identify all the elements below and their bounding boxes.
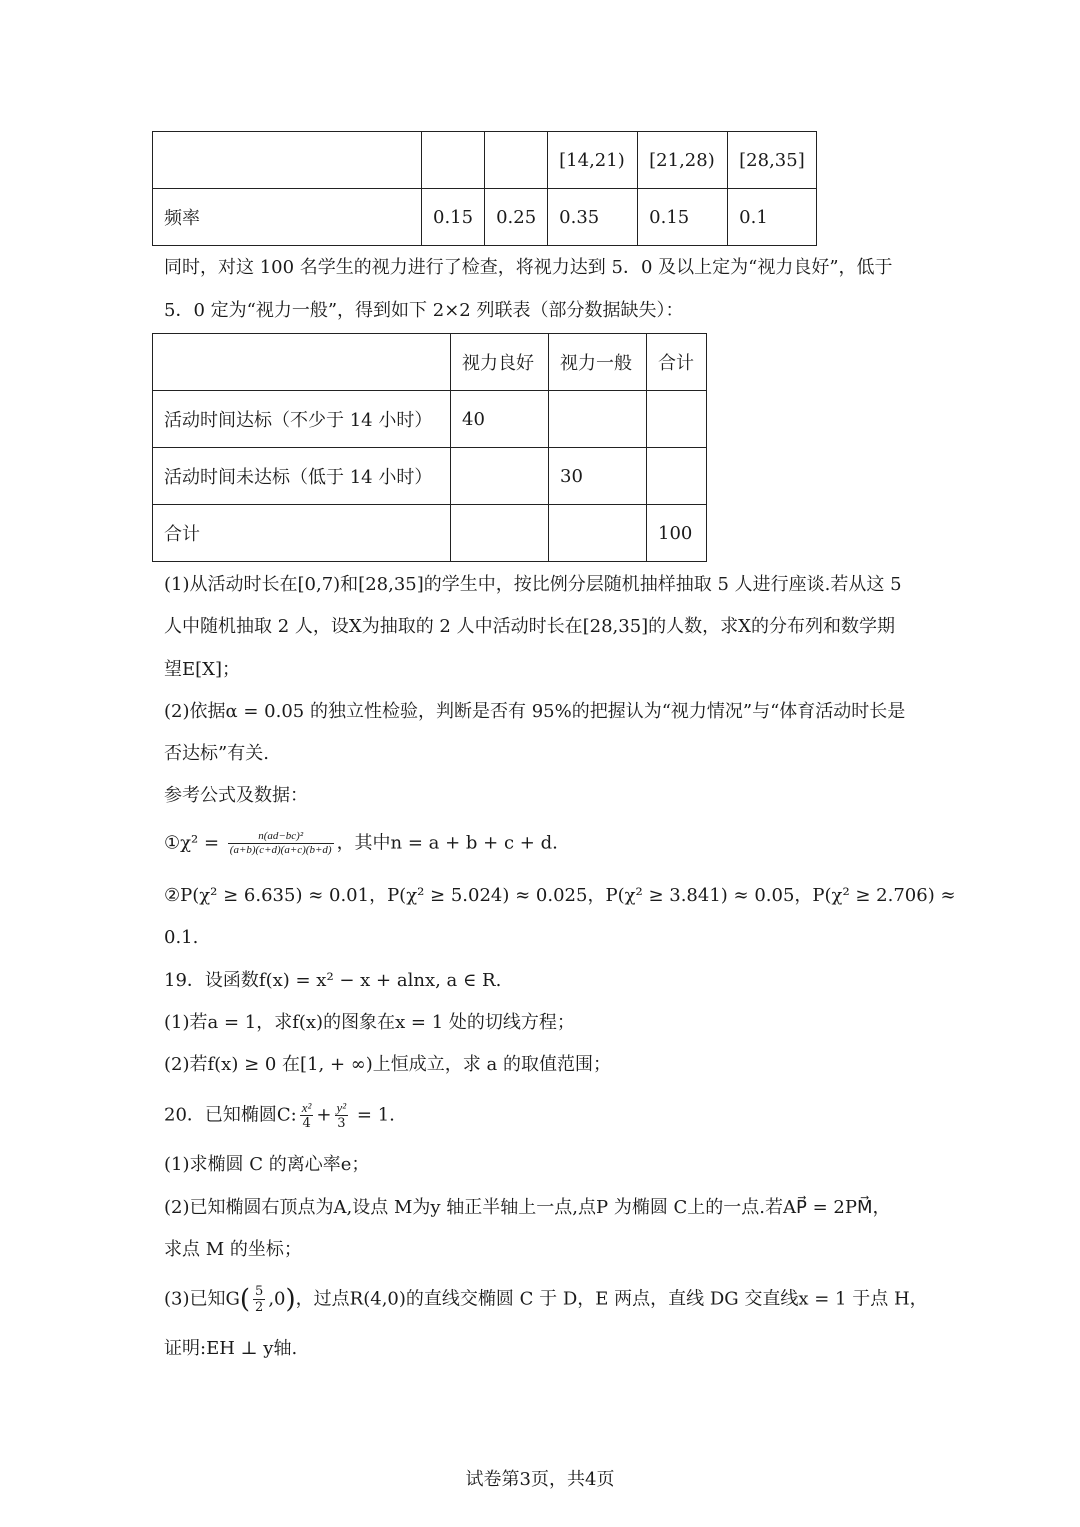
q19-part2: (2)若f(x) ≥ 0 在[1, + ∞)上恒成立，求 a 的取值范围； bbox=[164, 1054, 611, 1075]
frequency-table bbox=[152, 131, 817, 246]
table-cell: 30 bbox=[549, 448, 647, 505]
table-cell: 活动时间达标（不少于 14 小时） bbox=[153, 391, 451, 448]
table-cell bbox=[153, 132, 422, 189]
table-row bbox=[153, 189, 817, 246]
q20-part3-line: 证明:EH ⊥ y轴. bbox=[164, 1338, 298, 1359]
q20-stem bbox=[164, 1100, 395, 1131]
q18-part1-line: 人中随机抽取 2 人，设X为抽取的 2 人中活动时长在[28,35]的人数，求X的分布列和数学期 bbox=[164, 616, 895, 637]
table-row bbox=[153, 391, 707, 448]
table-cell: 0.35 bbox=[548, 189, 638, 246]
g-x-fraction bbox=[253, 1284, 265, 1315]
chi-square-formula bbox=[164, 830, 558, 857]
ellipse-x-denominator: 4 bbox=[302, 1116, 311, 1131]
q20-part1: (1)求椭圆 C 的离心率e； bbox=[164, 1154, 370, 1175]
page-footer: 试卷第3页，共4页 bbox=[465, 1469, 615, 1490]
q20-part3-line bbox=[164, 1284, 928, 1315]
formula-fraction bbox=[228, 830, 334, 857]
formula-denominator: (a+b)(c+d)(a+c)(b+d) bbox=[229, 844, 332, 856]
table-cell: 0.15 bbox=[422, 189, 485, 246]
ellipse-y-denominator: 3 bbox=[337, 1116, 346, 1131]
table-cell: 频率 bbox=[153, 189, 422, 246]
table-cell: 合计 bbox=[647, 334, 707, 391]
table-cell: 视力一般 bbox=[549, 334, 647, 391]
formula-numerator: n(ad−bc)² bbox=[228, 830, 334, 844]
formula-prefix: ①χ² = bbox=[164, 832, 225, 854]
q18-part1-line: (1)从活动时长在[0,7)和[28,35]的学生中，按比例分层随机抽样抽取 5 人进行座谈.若从这 5 bbox=[164, 574, 902, 595]
table-row bbox=[153, 334, 707, 391]
intro-line: 同时，对这 100 名学生的视力进行了检查，将视力达到 5．0 及以上定为“视力良好”，低于 bbox=[164, 257, 893, 278]
table-cell: 合计 bbox=[153, 505, 451, 562]
table-cell bbox=[422, 132, 485, 189]
table-cell: 100 bbox=[647, 505, 707, 562]
ellipse-y-numerator: y² bbox=[336, 1100, 347, 1115]
table-cell bbox=[451, 448, 549, 505]
q18-part1-line: 望E[X]； bbox=[164, 659, 240, 680]
formula-suffix: ，其中n = a + b + c + d. bbox=[336, 832, 558, 854]
table-cell: 40 bbox=[451, 391, 549, 448]
q19-stem: 19．设函数f(x) = x² − x + alnx, a ∈ R. bbox=[164, 970, 502, 991]
g-x-numerator: 5 bbox=[255, 1284, 264, 1299]
q20-part3-prefix: (3)已知G bbox=[164, 1288, 240, 1310]
table-cell: 0.25 bbox=[485, 189, 548, 246]
q20-stem-suffix: = 1. bbox=[351, 1104, 395, 1126]
table-cell: [28,35] bbox=[728, 132, 817, 189]
paren-open: ( bbox=[239, 1284, 251, 1315]
q18-part2-line: (2)依据α = 0.05 的独立性检验，判断是否有 95%的把握认为“视力情况”与“体育活动时长是 bbox=[164, 701, 906, 722]
q20-part2-line: (2)已知椭圆右顶点为A,设点 M为y 轴正半轴上一点,点P 为椭圆 C上的一点.若AP⃗ = 2PM⃗， bbox=[164, 1197, 891, 1218]
plus-sign: + bbox=[316, 1104, 332, 1126]
table-cell bbox=[549, 391, 647, 448]
table-cell: 0.15 bbox=[638, 189, 728, 246]
ellipse-x-term bbox=[300, 1100, 314, 1131]
table-cell: 视力良好 bbox=[451, 334, 549, 391]
table-cell bbox=[647, 448, 707, 505]
paren-close: ) bbox=[285, 1284, 296, 1315]
intro-line: 5．0 定为“视力一般”，得到如下 2×2 列联表（部分数据缺失）： bbox=[164, 300, 684, 321]
chi-square-data-line: ②P(χ² ≥ 6.635) ≈ 0.01，P(χ² ≥ 5.024) ≈ 0.025，P(χ² ≥ 3.841) ≈ 0.05，P(χ² ≥ 2.706) ≈ bbox=[164, 885, 956, 906]
table-cell bbox=[549, 505, 647, 562]
table-cell: [14,21) bbox=[548, 132, 638, 189]
table-cell: [21,28) bbox=[638, 132, 728, 189]
table-cell bbox=[153, 334, 451, 391]
g-tail: ,0 bbox=[268, 1288, 286, 1310]
table-row bbox=[153, 505, 707, 562]
reference-title: 参考公式及数据： bbox=[164, 785, 308, 806]
table-cell: 活动时间未达标（低于 14 小时） bbox=[153, 448, 451, 505]
q20-stem-prefix: 20．已知椭圆C: bbox=[164, 1104, 297, 1126]
q20-part2-line: 求点 M 的坐标； bbox=[164, 1239, 302, 1260]
q18-part2-line: 否达标”有关. bbox=[164, 743, 269, 764]
contingency-table bbox=[152, 333, 707, 562]
table-row bbox=[153, 132, 817, 189]
ellipse-x-numerator: x² bbox=[301, 1100, 312, 1115]
q19-part1: (1)若a = 1，求f(x)的图象在x = 1 处的切线方程； bbox=[164, 1012, 575, 1033]
table-cell bbox=[647, 391, 707, 448]
table-cell: 0.1 bbox=[728, 189, 817, 246]
table-cell bbox=[451, 505, 549, 562]
chi-square-data-line: 0.1. bbox=[164, 927, 199, 948]
q20-part3-suffix: ，过点R(4,0)的直线交椭圆 C 于 D，E 两点，直线 DG 交直线x = 1 于点 H， bbox=[295, 1288, 928, 1310]
g-x-denominator: 2 bbox=[255, 1300, 264, 1315]
ellipse-y-term bbox=[335, 1100, 349, 1131]
table-row bbox=[153, 448, 707, 505]
table-cell bbox=[485, 132, 548, 189]
